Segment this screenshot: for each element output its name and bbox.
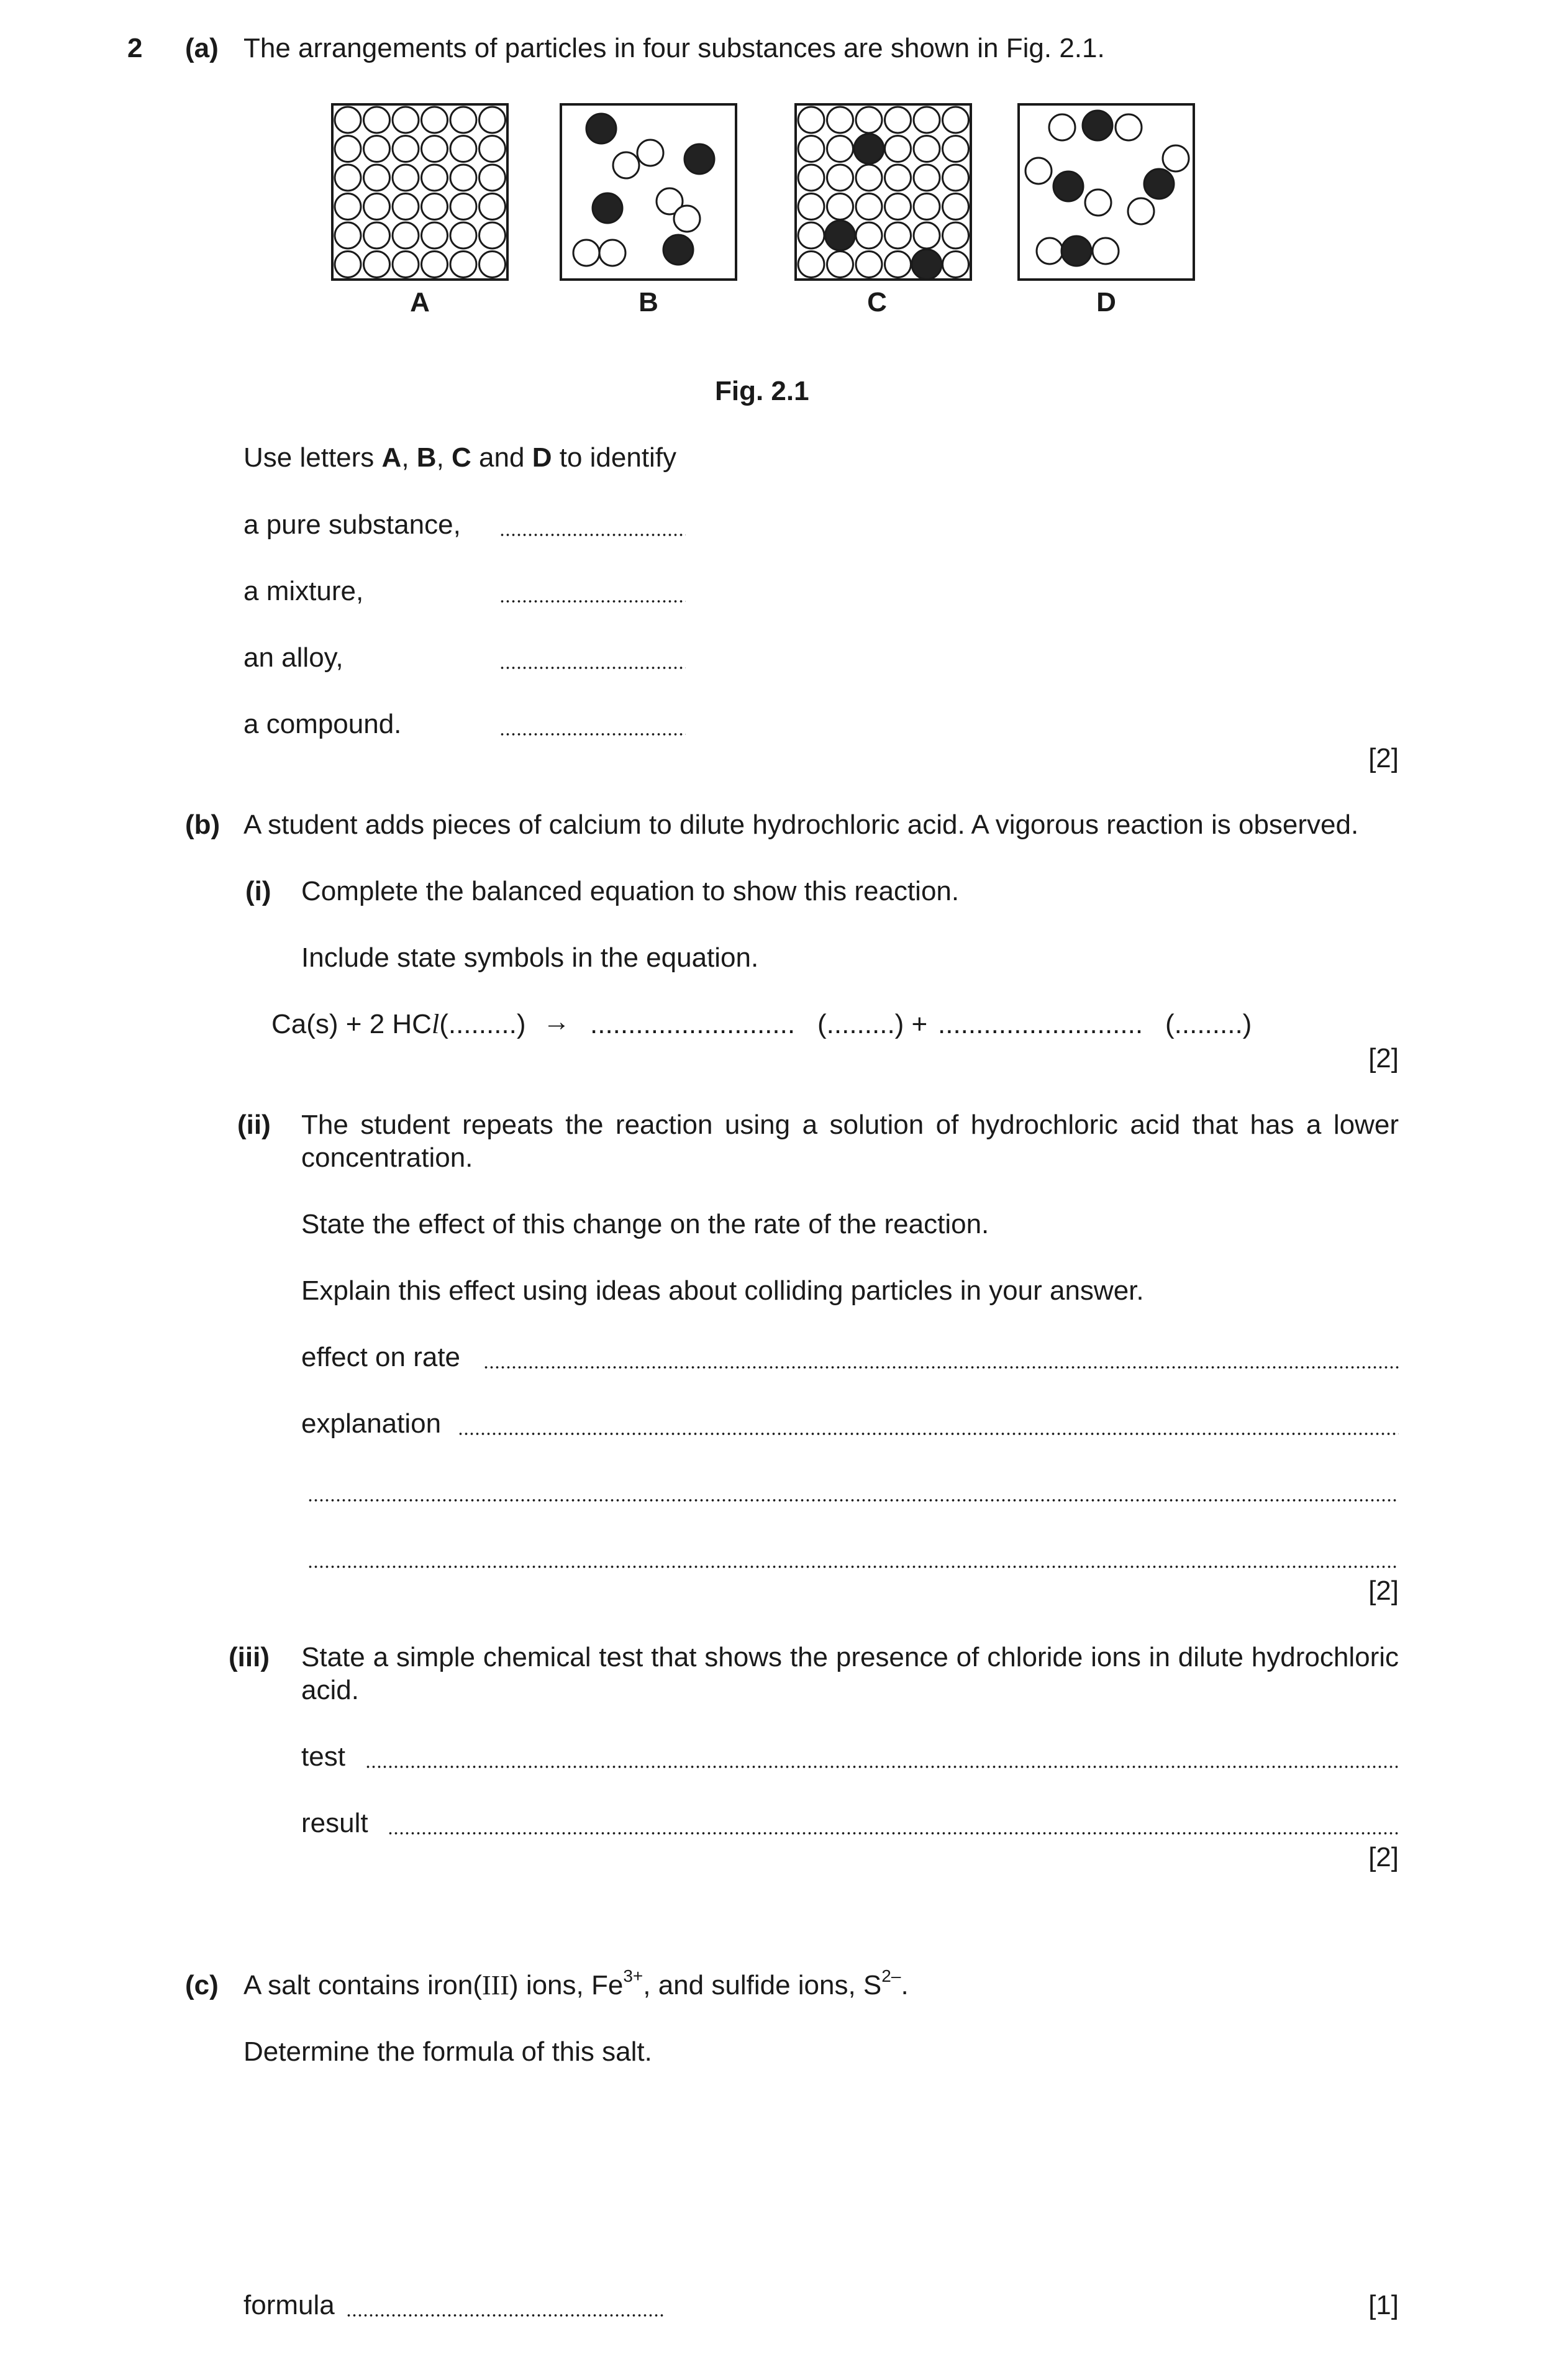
particle	[827, 165, 853, 191]
particle	[480, 194, 506, 220]
particle	[885, 165, 911, 191]
particle	[914, 222, 940, 248]
particle	[943, 194, 969, 220]
particle	[637, 140, 663, 166]
particle	[1093, 238, 1119, 264]
particle	[674, 206, 700, 232]
particle	[856, 165, 882, 191]
part-b-ii-label: (ii)	[237, 1110, 271, 1140]
particle	[798, 136, 824, 162]
particle	[798, 165, 824, 191]
explanation-answer-line-2[interactable]	[307, 1499, 1399, 1502]
formula-label: formula	[243, 2290, 335, 2320]
item-pure-substance: a pure substance,	[243, 509, 461, 540]
particle	[827, 252, 853, 278]
part-c-label: (c)	[185, 1970, 219, 2000]
particle	[856, 107, 882, 133]
particle	[393, 136, 419, 162]
part-b-ii-line1: The student repeats the reaction using a solution of hydrochloric acid that has a lower	[301, 1110, 1399, 1140]
particle	[335, 222, 361, 248]
particle	[825, 221, 855, 250]
particle	[422, 107, 448, 133]
particle	[364, 252, 390, 278]
particle	[885, 222, 911, 248]
particle	[943, 165, 969, 191]
box-label-c: C	[867, 287, 887, 317]
particle	[943, 222, 969, 248]
box-label-d: D	[1096, 287, 1116, 317]
particle	[912, 250, 942, 280]
item-alloy: an alloy,	[243, 642, 343, 673]
particle	[393, 222, 419, 248]
item-mixture: a mixture,	[243, 576, 364, 606]
particle	[827, 136, 853, 162]
use-letters-instruction: Use letters A, B, C and D to identify	[243, 442, 677, 473]
result-label: result	[301, 1808, 368, 1838]
test-label: test	[301, 1741, 345, 1772]
particle	[335, 107, 361, 133]
particle	[393, 194, 419, 220]
explanation-answer-line-3[interactable]	[307, 1566, 1399, 1568]
box-a-particles	[335, 107, 506, 278]
part-b-iii-label: (iii)	[229, 1642, 270, 1672]
item-compound: a compound.	[243, 709, 402, 739]
particle	[364, 194, 390, 220]
particle	[364, 107, 390, 133]
particle	[450, 136, 476, 162]
equation-product1-blank[interactable]: ...........................	[590, 1009, 796, 1039]
particle	[393, 165, 419, 191]
particle	[613, 152, 639, 178]
box-label-b: B	[639, 287, 658, 317]
box-d-particles	[1025, 111, 1189, 266]
figure-caption: Fig. 2.1	[715, 376, 809, 406]
particle-arrangement-figure	[323, 99, 1217, 286]
box-b-particles	[573, 114, 714, 266]
answer-line-compound[interactable]	[499, 733, 686, 736]
particle	[1144, 169, 1174, 199]
particle	[480, 252, 506, 278]
explanation-answer-line-1[interactable]	[458, 1433, 1399, 1435]
particle	[599, 240, 625, 266]
particle	[1061, 236, 1091, 266]
particle	[335, 136, 361, 162]
explanation-label: explanation	[301, 1408, 442, 1439]
particle	[364, 222, 390, 248]
part-c-text: A salt contains iron(III) ions, $Fe^{3+}$, and sulfide ions, $S^{2-}$.	[243, 1966, 909, 2000]
result-answer-line[interactable]	[388, 1832, 1399, 1835]
part-b-intro: A student adds pieces of calcium to dilute hydrochloric acid. A vigorous reaction is observed.	[243, 809, 1359, 840]
particle	[914, 107, 940, 133]
particle	[364, 136, 390, 162]
particle	[573, 240, 599, 266]
particle	[393, 107, 419, 133]
particle	[450, 252, 476, 278]
particle	[335, 165, 361, 191]
part-b-i-marks: [2]	[1368, 1043, 1399, 1074]
particle	[450, 107, 476, 133]
part-b-iii-line1: State a simple chemical test that shows the presence of chloride ions in dilute hydrochloric	[301, 1642, 1399, 1672]
particle	[1163, 145, 1189, 171]
effect-on-rate-label: effect on rate	[301, 1342, 461, 1372]
particle	[1128, 198, 1154, 224]
particle	[943, 252, 969, 278]
part-a-marks: [2]	[1368, 743, 1399, 773]
particle	[480, 107, 506, 133]
box-label-a: A	[410, 287, 430, 317]
particle	[1037, 238, 1063, 264]
particle	[885, 252, 911, 278]
particle	[885, 107, 911, 133]
particle	[798, 194, 824, 220]
particle	[914, 194, 940, 220]
part-b-ii-line1b: concentration.	[301, 1142, 473, 1173]
question-number: 2	[127, 33, 143, 63]
particle	[943, 136, 969, 162]
answer-line-alloy[interactable]	[499, 667, 686, 669]
part-b-ii-line3: Explain this effect using ideas about colliding particles in your answer.	[301, 1275, 1144, 1306]
particle	[364, 165, 390, 191]
formula-answer-line[interactable]	[346, 2314, 666, 2317]
particle	[335, 194, 361, 220]
particle	[914, 165, 940, 191]
particle	[885, 194, 911, 220]
test-answer-line[interactable]	[365, 1766, 1399, 1768]
particle	[335, 252, 361, 278]
part-c-marks: [1]	[1368, 2290, 1399, 2320]
box-c-particles	[798, 107, 969, 280]
part-a-label: (a)	[185, 33, 219, 63]
part-b-iii-marks: [2]	[1368, 1842, 1399, 1872]
particle	[663, 235, 693, 265]
particle	[480, 165, 506, 191]
particle	[1083, 111, 1112, 140]
equation-left: Ca(s) + 2 HCl(.........)	[271, 1009, 526, 1039]
particle	[854, 134, 884, 164]
part-b-iii-line1b: acid.	[301, 1675, 359, 1705]
particle	[450, 165, 476, 191]
part-b-i-line2: Include state symbols in the equation.	[301, 942, 759, 973]
part-b-i-line1: Complete the balanced equation to show this reaction.	[301, 876, 960, 906]
particle	[1085, 189, 1111, 216]
equation-product2-blank[interactable]: ...........................	[938, 1009, 1143, 1039]
particle	[450, 222, 476, 248]
particle	[480, 136, 506, 162]
box-a-frame	[332, 104, 507, 280]
particle	[885, 136, 911, 162]
part-b-label: (b)	[185, 809, 220, 840]
particle	[450, 194, 476, 220]
part-b-i-label: (i)	[245, 876, 271, 906]
particle	[1116, 114, 1142, 140]
particle	[422, 252, 448, 278]
particle	[1053, 171, 1083, 201]
particle	[422, 136, 448, 162]
particle	[827, 194, 853, 220]
particle	[943, 107, 969, 133]
particle	[798, 107, 824, 133]
part-b-ii-marks: [2]	[1368, 1575, 1399, 1606]
particle	[827, 107, 853, 133]
particle	[1025, 158, 1052, 184]
particle	[914, 136, 940, 162]
particle	[856, 194, 882, 220]
box-c-frame	[796, 104, 971, 280]
effect-on-rate-answer-line[interactable]	[483, 1366, 1399, 1369]
particle	[856, 252, 882, 278]
particle	[798, 252, 824, 278]
answer-line-mixture[interactable]	[499, 600, 686, 603]
part-a-intro: The arrangements of particles in four substances are shown in Fig. 2.1.	[243, 33, 1105, 63]
particle	[1049, 114, 1075, 140]
reaction-arrow-icon: →	[543, 1006, 570, 1037]
particle	[593, 193, 622, 223]
particle	[856, 222, 882, 248]
answer-line-pure-substance[interactable]	[499, 534, 686, 536]
particle	[684, 144, 714, 174]
particle	[422, 165, 448, 191]
particle	[422, 194, 448, 220]
particle	[586, 114, 616, 144]
particle	[480, 222, 506, 248]
particle	[422, 222, 448, 248]
part-b-ii-line2: State the effect of this change on the rate of the reaction.	[301, 1209, 989, 1239]
particle	[798, 222, 824, 248]
part-c-line2: Determine the formula of this salt.	[243, 2036, 652, 2067]
particle	[393, 252, 419, 278]
equation-state-blank-2[interactable]: (.........)	[1165, 1009, 1252, 1039]
equation-state-blank-1[interactable]: (.........) +	[817, 1009, 928, 1039]
